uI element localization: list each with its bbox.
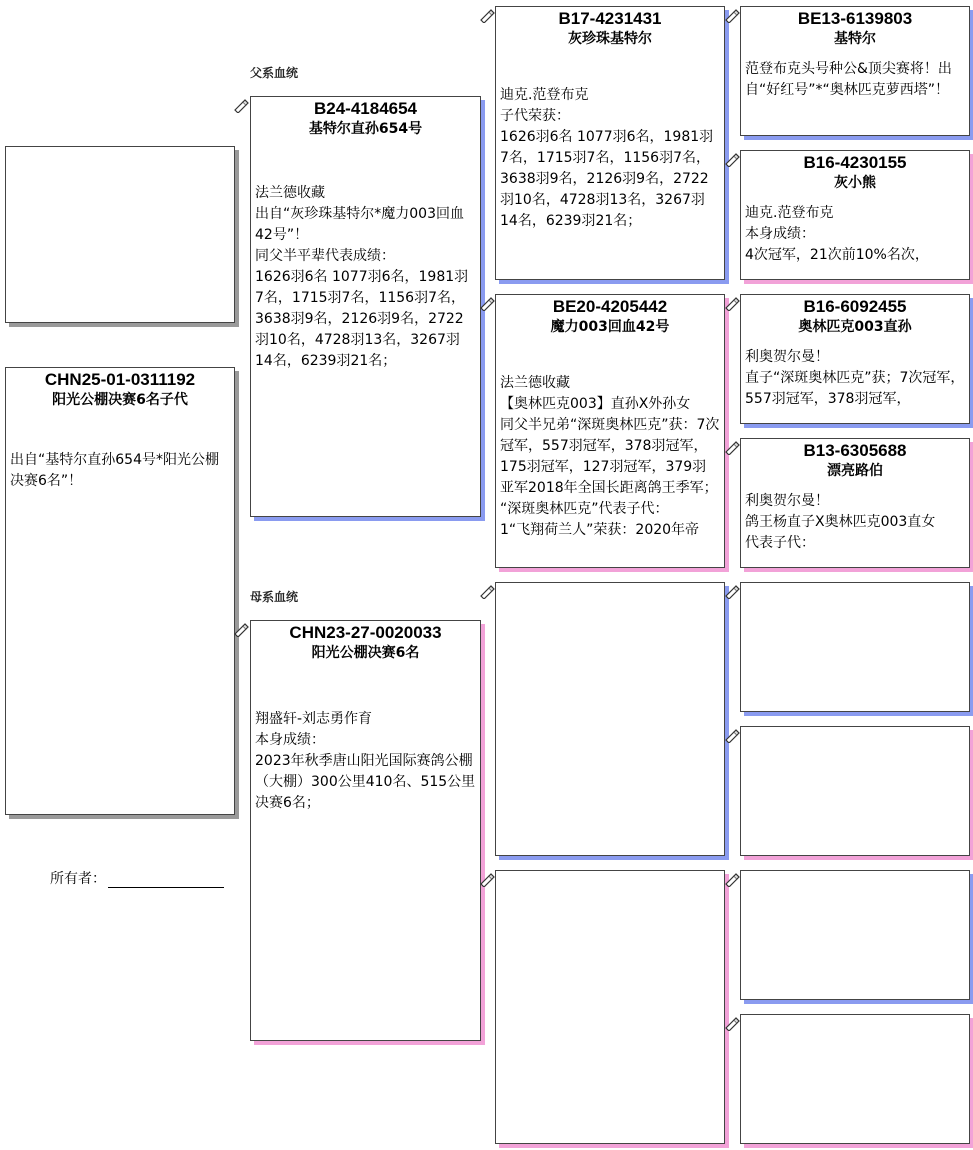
ddd-card[interactable] — [740, 1014, 970, 1144]
ssd-ring-number: B16-4230155 — [803, 153, 907, 172]
edit-pen-icon[interactable] — [724, 439, 740, 455]
sire-sire-ring-number: B17-4231431 — [558, 9, 662, 28]
sdd-ring-number: B13-6305688 — [803, 441, 907, 460]
owner-signature-line[interactable] — [108, 871, 224, 888]
ssd-description: 迪克.范登布克 本身成绩： 4次冠军，21次前10%名次， — [745, 205, 929, 263]
sire-description: 法兰德收藏 出自“灰珍珠基特尔*魔力003回血42号”！ 同父半平辈代表成绩： 1626羽6名 1077羽6名，1981羽7名，1715羽7名，1156羽7名，3638羽9名，2126羽9名，2722羽10名，4728羽13名，3267羽14名，6239羽21名； — [255, 185, 469, 369]
sdd-description: 利奥贺尔曼！ 鸽王杨直子X奥林匹克003直女 代表子代： — [745, 493, 936, 551]
dam-card[interactable] — [250, 620, 481, 1041]
sire-ring-number: B24-4184654 — [313, 99, 418, 118]
sds-name: 奥林匹克003直孙 — [798, 319, 912, 335]
dam-description: 翔盛轩-刘志勇作育 本身成绩： 2023年秋季唐山阳光国际赛鸽公棚（大棚）300公里410名、515公里决赛6名； — [255, 711, 476, 811]
ssd-name: 灰小熊 — [834, 175, 876, 191]
edit-pen-icon[interactable] — [479, 295, 495, 311]
owner-field — [50, 868, 224, 888]
sss-ring-number: BE13-6139803 — [797, 9, 913, 28]
subject-description: 出自“基特尔直孙654号*阳光公棚决赛6名”！ — [10, 452, 219, 489]
dsd-card[interactable] — [740, 726, 970, 856]
sss-card[interactable] — [740, 6, 970, 136]
edit-pen-icon[interactable] — [479, 871, 495, 887]
dam-section-label: 母系血统 — [250, 590, 299, 604]
sds-description: 利奥贺尔曼！ 直子“深斑奥林匹克”获；7次冠军，557羽冠军，378羽冠军， — [745, 349, 965, 407]
edit-pen-icon[interactable] — [233, 621, 249, 637]
subject-card[interactable] — [5, 367, 235, 815]
sdd-name: 漂亮路伯 — [827, 463, 883, 479]
sire-dam-name: 魔力003回血42号 — [550, 319, 670, 335]
subject-name: 阳光公棚决赛6名子代 — [52, 392, 188, 408]
edit-pen-icon[interactable] — [724, 1015, 740, 1031]
edit-pen-icon[interactable] — [724, 583, 740, 599]
edit-pen-icon[interactable] — [724, 151, 740, 167]
dam-sire-card[interactable] — [495, 582, 725, 856]
pigeon-photo-frame — [5, 146, 235, 323]
sire-sire-description: 迪克.范登布克 子代荣获： 1626羽6名 1077羽6名，1981羽7名，1715羽7名，1156羽7名，3638羽9名，2126羽9名，2722羽10名，4728羽13名，3267羽14名，6239羽21名； — [500, 87, 714, 229]
sire-dam-ring-number: BE20-4205442 — [552, 297, 668, 316]
sire-dam-description: 法兰德收藏 【奥林匹克003】直孙X外孙女 同父半兄弟“深斑奥林匹克”获：7次冠军，557羽冠军，378羽冠军，175羽冠军，127羽冠军，379羽亚军2018年全国长距离鸽王季军； “深斑奥林匹克”代表子代： 1“飞翔荷兰人”荣获：2020年帝 — [500, 375, 720, 538]
owner-label: 所有者： — [50, 871, 106, 887]
sire-dam-card[interactable] — [495, 294, 725, 568]
sss-name: 基特尔 — [834, 31, 876, 47]
sire-card[interactable] — [250, 96, 481, 517]
edit-pen-icon[interactable] — [724, 727, 740, 743]
sire-section-label: 父系血统 — [250, 66, 299, 80]
dds-card[interactable] — [740, 870, 970, 1000]
sire-name: 基特尔直孙654号 — [308, 121, 423, 137]
dam-dam-card[interactable] — [495, 870, 725, 1144]
sds-card[interactable] — [740, 294, 970, 424]
dam-ring-number: CHN23-27-0020033 — [289, 623, 442, 642]
edit-pen-icon[interactable] — [479, 7, 495, 23]
sire-sire-card[interactable] — [495, 6, 725, 280]
dss-card[interactable] — [740, 582, 970, 712]
ssd-card[interactable] — [740, 150, 970, 280]
subject-ring-number: CHN25-01-0311192 — [44, 370, 196, 389]
edit-pen-icon[interactable] — [724, 871, 740, 887]
edit-pen-icon[interactable] — [724, 295, 740, 311]
edit-pen-icon[interactable] — [479, 583, 495, 599]
edit-pen-icon[interactable] — [233, 97, 249, 113]
edit-pen-icon[interactable] — [724, 7, 740, 23]
sdd-card[interactable] — [740, 438, 970, 568]
dam-name: 阳光公棚决赛6名 — [311, 645, 420, 661]
sire-sire-name: 灰珍珠基特尔 — [568, 31, 652, 47]
sss-description: 范登布克头号种公&顶尖赛将！出自“好红号”*“奥林匹克萝西塔”！ — [745, 61, 952, 98]
sds-ring-number: B16-6092455 — [803, 297, 907, 316]
